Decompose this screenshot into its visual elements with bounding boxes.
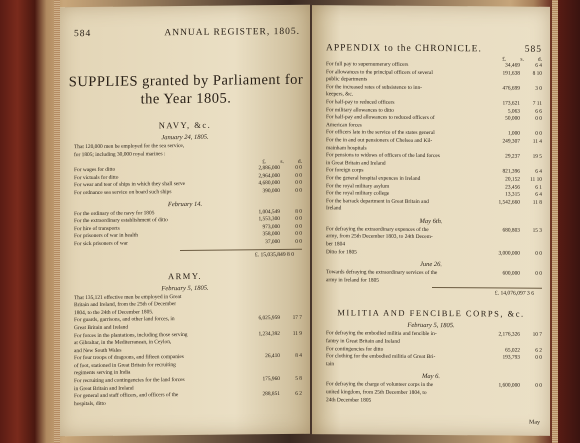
catchword: May xyxy=(529,419,540,426)
navy-intro: That 120,000 men be employed for the sea service, for 1805; including 30,000 royal marines : xyxy=(74,143,185,158)
cell-text: 0 0 xyxy=(535,270,542,278)
left-running-head xyxy=(60,5,310,40)
cell-text: 7 11 xyxy=(532,100,542,107)
cell-text: 6 4 xyxy=(535,62,542,69)
cell-text: 0 0 xyxy=(295,180,302,187)
cell-text: 358,000 xyxy=(262,231,280,238)
navy-date-1: January 24, 1805. xyxy=(161,133,209,142)
cell-text: For ordnance sea service on board such ships xyxy=(74,189,172,197)
cell-text: For the increased rates of subsistence to inn- keepers, &c. xyxy=(326,84,422,98)
cell-text: 0 0 xyxy=(295,238,302,245)
militia-heading: MILITIA AND FENCIBLE CORPS, &c. xyxy=(337,307,525,320)
cell-text: 249,307 xyxy=(502,138,520,145)
cell-text: 6 4 xyxy=(535,191,542,198)
cell-text: 6 6 xyxy=(535,108,542,115)
cell-text: 1,553,300 xyxy=(258,216,280,223)
cell-text: 50,000 xyxy=(505,115,520,122)
cell-text: 6 2 xyxy=(295,391,302,398)
cell-text: 65,022 xyxy=(505,347,520,354)
table-row xyxy=(312,69,550,86)
table-row xyxy=(60,239,310,249)
table-row xyxy=(312,84,550,101)
cell-text: 13,315 xyxy=(505,191,520,198)
cell-text: 1,000 xyxy=(507,130,520,137)
cell-text: 29,237 xyxy=(505,153,520,160)
cell-text: 3,000,000 xyxy=(498,250,520,257)
navy-rows-1 xyxy=(60,165,310,198)
cell-text: 11 9 xyxy=(292,330,302,337)
right-date-2: June 26. xyxy=(419,261,443,269)
cell-text: 0 0 xyxy=(295,187,302,194)
cell-text: For sick prisoners of war xyxy=(74,240,128,248)
left-page-number: 584 xyxy=(74,28,92,40)
cell-text: For prisoners of war in health xyxy=(74,232,138,240)
cell-text: 0 0 xyxy=(295,215,302,223)
cell-text: For defraying the embodied militia and fencible in- fantry in Great Britain and Ireland xyxy=(326,330,437,345)
cell-text: For the general hospital expences in Ireland xyxy=(326,175,421,182)
cell-text: For officers late in the service of the states general xyxy=(326,129,435,137)
cell-text: For general and staff officers, and officers of the hospitals, ditto xyxy=(74,392,179,408)
left-running-title: ANNUAL REGISTER, 1805. xyxy=(164,26,300,39)
right-rows-3 xyxy=(312,269,550,286)
militia-date-2: May 6. xyxy=(421,373,441,381)
army-heading: ARMY. xyxy=(167,270,203,281)
cell-text: 4,680,000 xyxy=(258,180,280,187)
table-row xyxy=(312,269,550,286)
cell-text: For wear and tear of ships in which they shall serve xyxy=(74,181,186,189)
cell-text: 6 2 xyxy=(535,347,542,354)
militia-rows xyxy=(312,331,550,371)
cell-text: 26,410 xyxy=(265,353,280,360)
cell-text: For half-pay to reduced officers xyxy=(326,99,395,106)
cell-text: For the ordinary of the navy for 1805 xyxy=(74,209,155,217)
cell-text: 17 7 xyxy=(292,315,302,322)
cell-text: 5,063 xyxy=(507,108,520,115)
militia-date-1: February 5, 1805. xyxy=(407,322,455,330)
cell-text: 34,469 xyxy=(505,62,520,69)
army-total: £. 14,076,097 3 6 xyxy=(432,287,542,297)
cell-text: 3 0 xyxy=(535,85,542,92)
cell-text: 1,004,549 xyxy=(258,208,280,215)
cell-text: 6,025,959 xyxy=(258,315,280,322)
cell-text: 23,456 xyxy=(505,184,520,191)
cell-text: 0 0 xyxy=(535,383,542,390)
cell-text: For recruiting and contingencies for the land forces in Great Britain and Ireland xyxy=(74,377,185,392)
table-row xyxy=(60,353,310,378)
cell-text: 0 0 xyxy=(295,172,302,179)
cell-text: 2,886,000 xyxy=(258,165,280,172)
page-title: SUPPLIES granted by Parliament for the Year 1805. xyxy=(68,71,304,108)
cell-text: 390,000 xyxy=(262,187,280,195)
cell-text: For the royal military asylum xyxy=(326,182,390,190)
cell-text: 2,176,326 xyxy=(498,331,520,339)
right-date-1: May 6th. xyxy=(419,217,443,225)
cell-text: 1,542,660 xyxy=(498,199,520,206)
cell-text: 0 0 xyxy=(295,164,302,172)
cell-text: 8 10 xyxy=(532,70,542,77)
table-row xyxy=(312,382,550,406)
cell-text: 2,964,000 xyxy=(258,172,280,180)
cell-text: 11 4 xyxy=(532,138,542,145)
cell-text: 680,803 xyxy=(502,227,520,234)
cell-text: 191,638 xyxy=(502,70,520,77)
cell-text: For contingencies for ditto xyxy=(326,345,384,353)
cell-text: 0 0 xyxy=(535,250,542,257)
navy-rows-2 xyxy=(60,208,310,249)
cell-text: 288,851 xyxy=(262,391,280,398)
cell-text: For the in and out pensioners of Chelsea and Kil- mainham hospitals xyxy=(326,137,433,152)
cell-text: 175,960 xyxy=(262,376,280,383)
cell-text: For clothing for the embodied militia of Great Bri- tain xyxy=(326,353,436,368)
cell-text: s. xyxy=(280,159,284,166)
cell-text: For the barrack department in Great Britain and Ireland xyxy=(326,197,429,212)
right-running-title: APPENDIX to the CHRONICLE. xyxy=(326,43,482,55)
cell-text: 821,396 xyxy=(502,168,520,175)
left-page xyxy=(60,5,310,437)
militia-rows-2 xyxy=(312,382,550,406)
army-rows xyxy=(60,315,310,409)
cell-text: 8 4 xyxy=(295,353,302,360)
cell-text: 8 0 xyxy=(295,208,302,215)
army-date-1: February 5, 1805. xyxy=(161,284,209,292)
cell-text: For the extraordinary establishment of ditto xyxy=(74,217,168,225)
cell-text: 1,234,392 xyxy=(258,330,280,337)
right-rows-2 xyxy=(312,226,550,258)
right-rows xyxy=(312,61,550,215)
navy-date-2: February 14. xyxy=(167,200,203,208)
table-row xyxy=(312,198,550,215)
cell-text: 19 5 xyxy=(532,153,542,160)
cell-text: 0 0 xyxy=(535,115,542,122)
right-page xyxy=(312,5,550,436)
cell-text: 5 8 xyxy=(295,375,302,382)
table-row xyxy=(60,330,310,355)
table-row xyxy=(312,353,550,370)
cell-text: 173,621 xyxy=(502,100,520,107)
cell-text: 0 0 xyxy=(535,131,542,138)
cell-text: For forces in the plantations, including those serving at Gibraltar, in the Mediterranean, in Ceylon, and New South Wales xyxy=(74,331,188,354)
cell-text: For hire of transports xyxy=(74,225,120,232)
cell-text: d. xyxy=(537,56,542,63)
cell-text: s. xyxy=(520,56,524,63)
cell-text: 20,152 xyxy=(505,176,520,183)
army-intro: That 135,121 effective men be employed in Great Britain and Ireland, from the 25th of December 1804, to the 24th of December 1805. xyxy=(74,293,182,316)
cell-text: For defraying the extraordinary expences of the army, from 25th December 1803, to 24th Decem- ber 1804 xyxy=(326,226,433,248)
cell-text: 0 0 xyxy=(535,354,542,361)
cell-text: 37,000 xyxy=(265,238,280,246)
cell-text: For guards, garrisons, and other land forces, in Great Britain and Ireland xyxy=(74,316,175,332)
table-row xyxy=(312,331,550,348)
cell-text: For half-pay and allowances to reduced officers of American forces xyxy=(326,114,435,129)
cell-text: £. xyxy=(262,159,267,166)
cell-text: 15 3 xyxy=(532,227,542,234)
cell-text: Towards defraying the extraordinary services of the army in Ireland for 1805 xyxy=(326,269,438,284)
cell-text: For full pay to supernumerary officers xyxy=(326,61,409,68)
cell-text: For military allowances to ditto xyxy=(326,106,394,114)
cell-text: For victuals for ditto xyxy=(74,174,119,181)
cell-text: 973,000 xyxy=(262,223,280,230)
cell-text: 0 0 xyxy=(295,223,302,230)
cell-text: For four troops of dragoons, and fifteen companies of foot, stationed in Great Britain for recruiting regiments serving in India xyxy=(74,354,184,377)
cell-text: For wages for ditto xyxy=(74,166,116,174)
cell-text: £. xyxy=(502,56,507,63)
page-edges-right xyxy=(552,0,558,443)
navy-total: £. 15,035,849 8 0 xyxy=(180,248,302,258)
cell-text: For pensions to widows of officers of the land forces in Great Britain and Ireland xyxy=(326,152,440,167)
table-row xyxy=(312,226,550,250)
table-row xyxy=(60,391,310,409)
right-running-head xyxy=(312,5,550,55)
cell-text: For foreign corps xyxy=(326,167,364,174)
table-row xyxy=(60,188,310,198)
cell-text: 6 1 xyxy=(535,184,542,191)
cell-text: 6 4 xyxy=(535,169,542,176)
cell-text: For defraying the charge of volunteer corps in the united kingdom, from 25th December 1804, to 24th December 1805 xyxy=(326,381,434,404)
cell-text: 10 7 xyxy=(532,332,542,339)
cell-text: Ditto for 1805 xyxy=(326,248,357,256)
cell-text: 1,600,000 xyxy=(498,382,520,390)
cell-text: 0 0 xyxy=(295,231,302,238)
cell-text: 193,793 xyxy=(502,354,520,361)
cell-text: 476,699 xyxy=(502,85,520,92)
navy-heading: NAVY, &c. xyxy=(158,119,212,131)
table-row xyxy=(312,249,550,258)
cell-text: 11 10 xyxy=(530,176,542,183)
cell-text: 11 8 xyxy=(532,199,542,206)
cell-text: d. xyxy=(297,158,302,166)
cell-text: For the royal military college xyxy=(326,190,390,197)
cell-text: For allowances to the principal officers of several public departments xyxy=(326,68,433,83)
cell-text: 600,000 xyxy=(502,270,520,277)
right-page-number: 585 xyxy=(524,44,542,55)
